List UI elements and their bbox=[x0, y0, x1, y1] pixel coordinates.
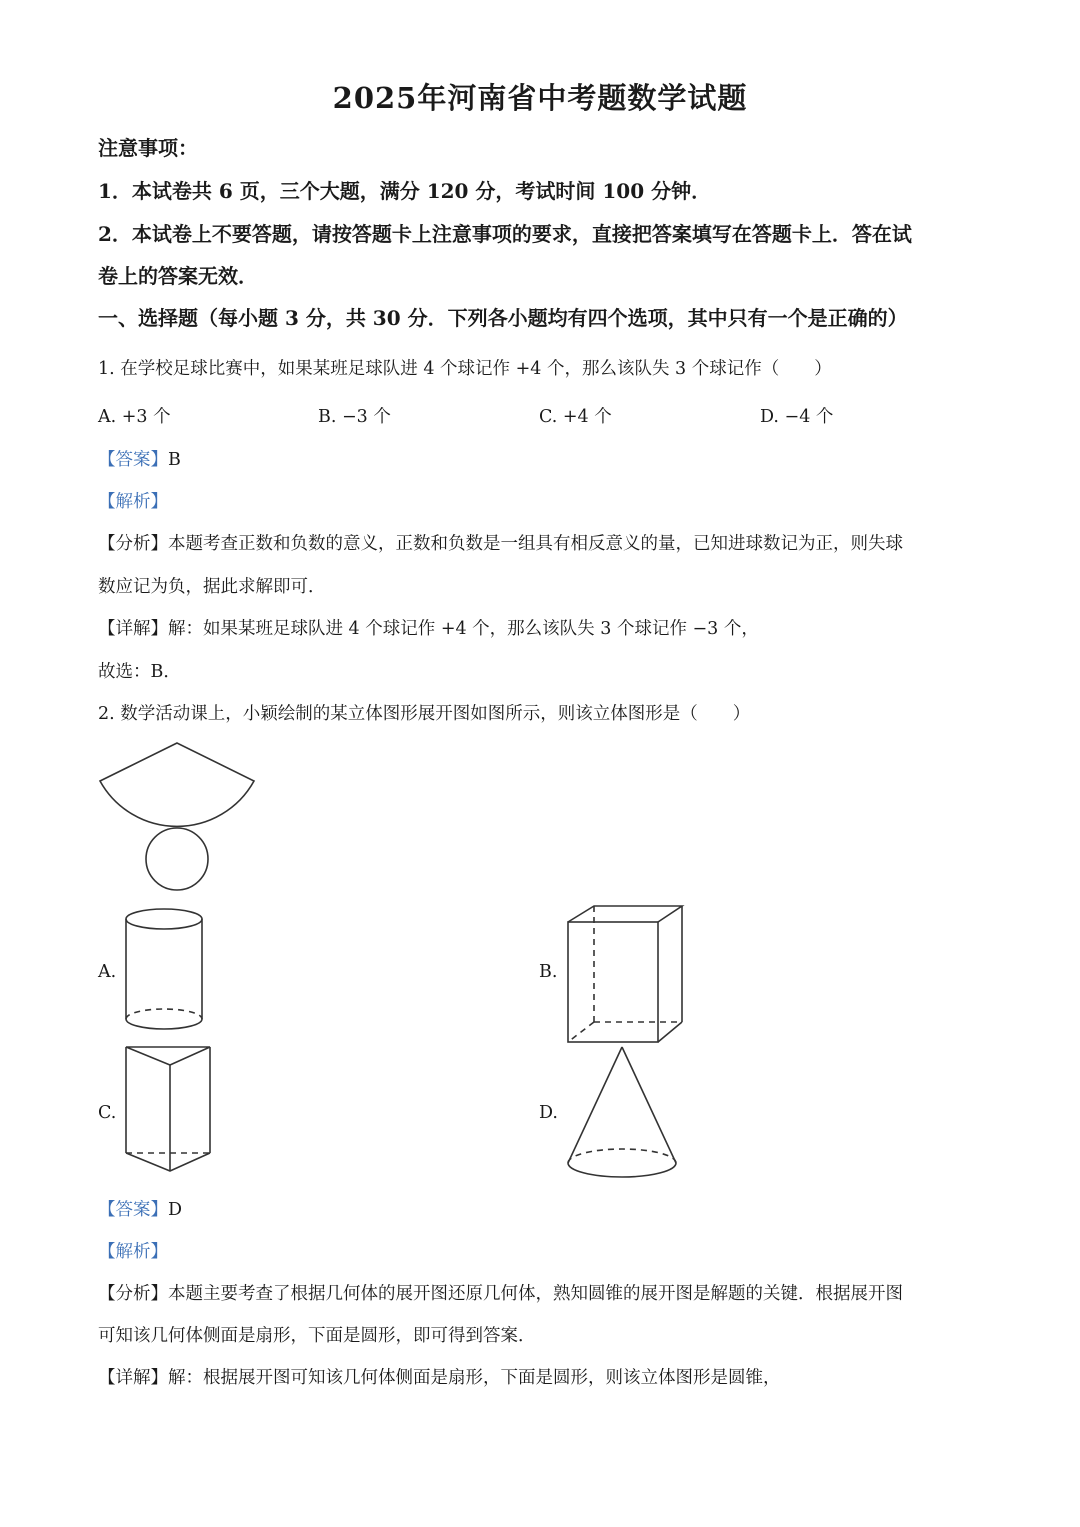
cylinder-figure bbox=[122, 905, 208, 1035]
q2-stem: 2. 数学活动课上，小颖绘制的某立体图形展开图如图所示，则该立体图形是（ ） bbox=[98, 704, 751, 724]
q1-xiangjie bbox=[98, 615, 759, 640]
q1-xiangjie-text: 解：如果某班足球队进 4 个球记作 +4 个，那么该队失 3 个球记作 −3 个， bbox=[168, 619, 759, 639]
q2-fenxi-tag: 【分析】 bbox=[98, 1284, 168, 1304]
q1-fenxi-line-2: 数应记为负，据此求解即可． bbox=[98, 577, 326, 597]
q2-fenxi-line-2: 可知该几何体侧面是扇形，下面是圆形，即可得到答案． bbox=[98, 1326, 536, 1346]
q2-answer-tag: 【答案】 bbox=[98, 1200, 168, 1220]
q2-xiangjie bbox=[98, 1364, 781, 1389]
notice-item-2-line-2: 卷上的答案无效． bbox=[98, 264, 258, 288]
q2-fenxi-text-1: 本题主要考查了根据几何体的展开图还原几何体，熟知圆锥的展开图是解题的关键．根据展开图 bbox=[168, 1284, 903, 1304]
q2-option-d-label: D. bbox=[539, 1103, 558, 1123]
q2-fenxi-line-1 bbox=[98, 1280, 903, 1305]
q2-analysis-tag: 【解析】 bbox=[98, 1242, 168, 1262]
page-title: 2025年河南省中考题数学试题 bbox=[332, 81, 748, 115]
q2-option-b-label: B. bbox=[539, 962, 558, 982]
q1-stem: 1. 在学校足球比赛中，如果某班足球队进 4 个球记作 +4 个，那么该队失 3 个球记作（ ） bbox=[98, 359, 832, 379]
cone-net-figure bbox=[96, 738, 262, 898]
q2-answer-value: D bbox=[168, 1200, 183, 1220]
q1-option-a: A. +3 个 bbox=[98, 407, 171, 427]
q1-xiangjie-tag: 【详解】 bbox=[98, 619, 168, 639]
triangular-prism-figure bbox=[122, 1043, 216, 1173]
q1-fenxi-tag: 【分析】 bbox=[98, 534, 168, 554]
q1-answer bbox=[98, 446, 181, 471]
q1-answer-tag: 【答案】 bbox=[98, 450, 168, 470]
sector-shape bbox=[100, 743, 254, 826]
base-circle-shape bbox=[146, 828, 208, 890]
q2-option-c-label: C. bbox=[98, 1103, 117, 1123]
section-1-heading: 一、选择题（每小题 3 分，共 30 分．下列各小题均有四个选项，其中只有一个是正确的） bbox=[98, 306, 908, 330]
q2-xiangjie-tag: 【详解】 bbox=[98, 1368, 168, 1388]
notice-item-2-line-1: 2．本试卷上不要答题，请按答题卡上注意事项的要求，直接把答案填写在答题卡上．答在试 bbox=[98, 222, 912, 246]
notice-heading: 注意事项： bbox=[98, 136, 198, 160]
q2-option-a-label: A. bbox=[98, 962, 117, 982]
q1-conclusion: 故选：B． bbox=[98, 662, 181, 682]
q1-option-d: D. −4 个 bbox=[760, 407, 834, 427]
q1-fenxi-text-1: 本题考查正数和负数的意义，正数和负数是一组具有相反意义的量，已知进球数记为正，则失球 bbox=[168, 534, 903, 554]
q2-answer bbox=[98, 1196, 182, 1221]
q1-option-b: B. −3 个 bbox=[318, 407, 391, 427]
cuboid-figure bbox=[564, 902, 688, 1044]
q1-analysis-tag: 【解析】 bbox=[98, 492, 168, 512]
q1-fenxi-line-1 bbox=[98, 530, 903, 555]
notice-item-1: 1．本试卷共 6 页，三个大题，满分 120 分，考试时间 100 分钟． bbox=[98, 179, 712, 203]
q2-xiangjie-text: 解：根据展开图可知该几何体侧面是扇形，下面是圆形，则该立体图形是圆锥， bbox=[168, 1368, 781, 1388]
q1-answer-value: B bbox=[168, 450, 181, 470]
q1-option-c: C. +4 个 bbox=[539, 407, 612, 427]
cone-figure bbox=[564, 1043, 682, 1183]
